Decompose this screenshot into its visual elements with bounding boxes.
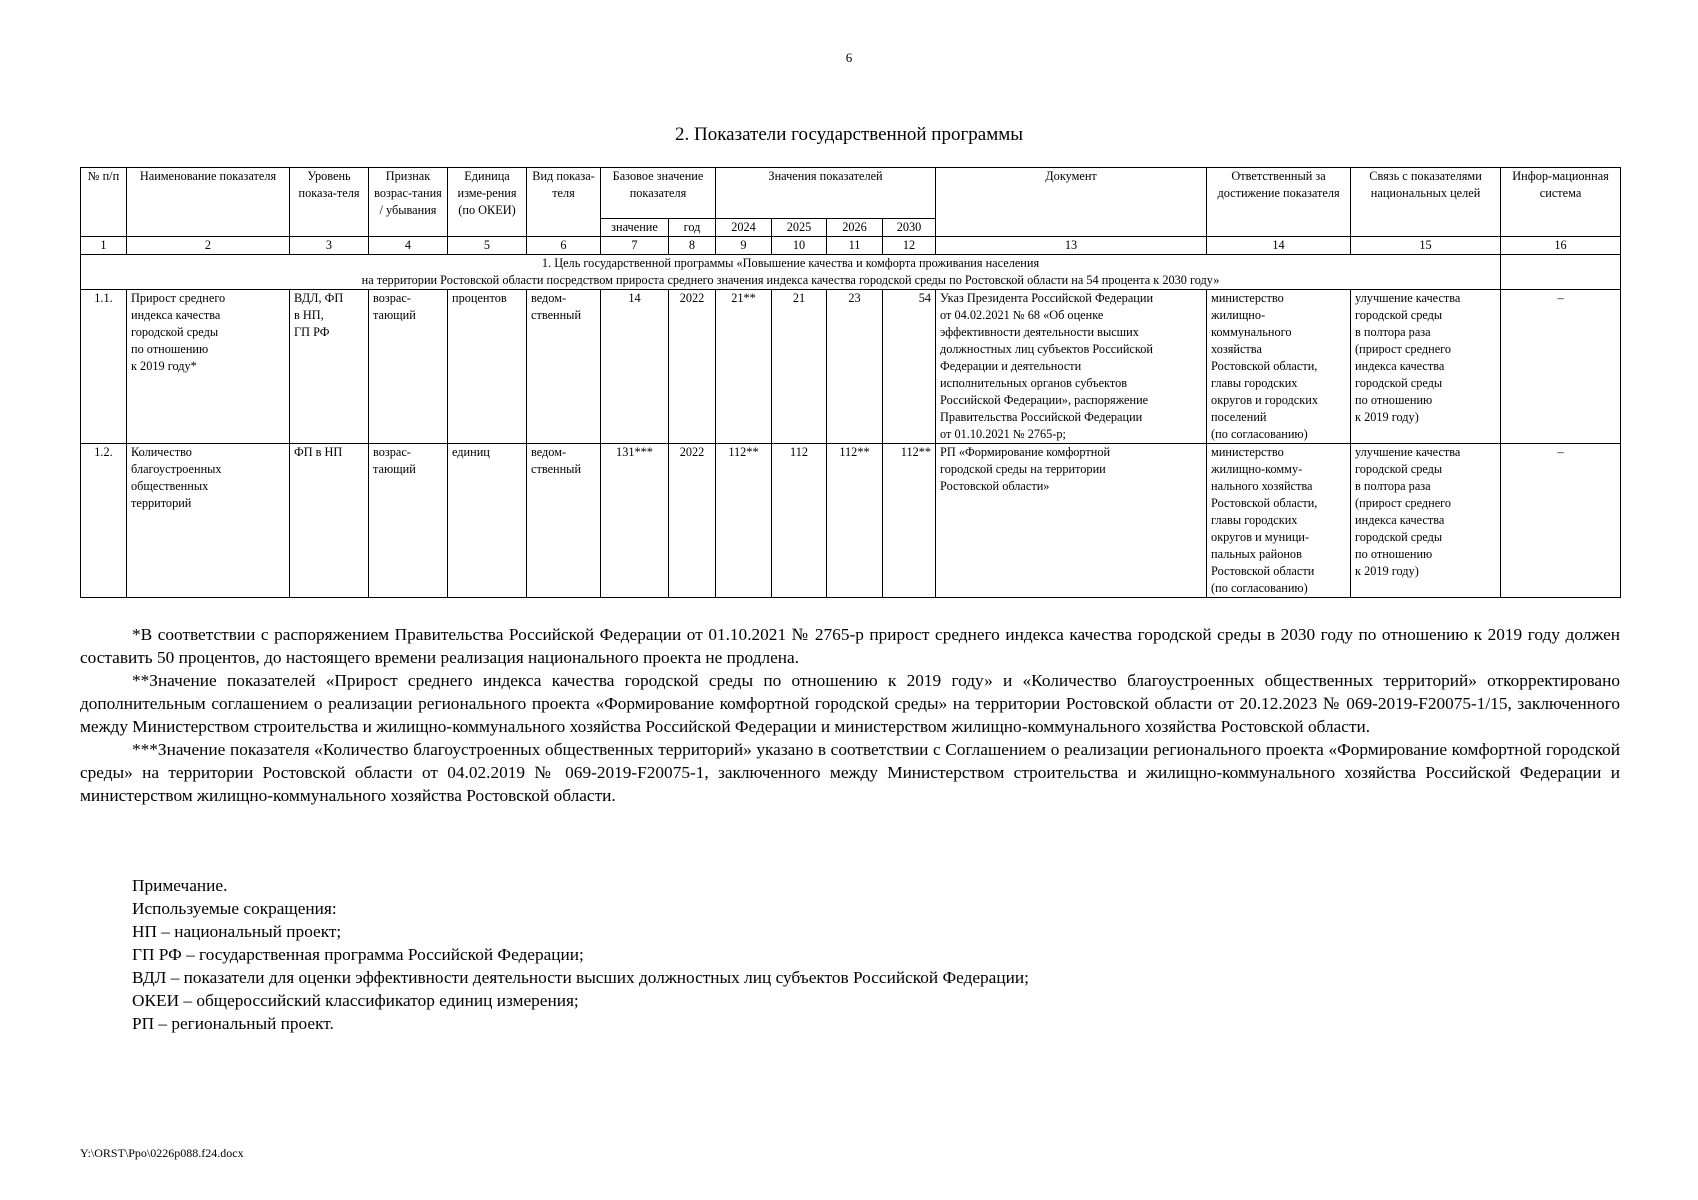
header-2024: 2024 <box>716 219 772 237</box>
goal-row <box>81 255 1621 290</box>
col-number: 8 <box>669 237 716 255</box>
row-base-value: 14 <box>601 290 669 444</box>
footnotes <box>80 623 1620 807</box>
header-2030: 2030 <box>883 219 936 237</box>
row-base-year: 2022 <box>669 444 716 598</box>
header-2025: 2025 <box>772 219 827 237</box>
col-number: 12 <box>883 237 936 255</box>
col-number: 3 <box>290 237 369 255</box>
header-link: Связь с показателями национальных целей <box>1351 168 1501 237</box>
row-base-year: 2022 <box>669 290 716 444</box>
row-sign: возрас- тающий <box>369 444 448 598</box>
column-number-row <box>81 237 1621 255</box>
row-document: РП «Формирование комфортной городской среды на территории Ростовской области» <box>936 444 1207 598</box>
row-value-2025: 112 <box>772 444 827 598</box>
abbreviation-item: ВДЛ – показатели для оценки эффективности деятельности высших должностных лиц субъектов Российской Федерации; <box>132 968 1029 987</box>
col-number: 14 <box>1207 237 1351 255</box>
row-unit: процентов <box>448 290 527 444</box>
row-value-2030: 112** <box>883 444 936 598</box>
goal-line-2: на территории Ростовской области посредством прироста среднего значения индекса качества городской среды по Ростовской области на 54 процента к 2030 году» <box>361 273 1220 287</box>
row-value-2026: 23 <box>827 290 883 444</box>
file-path-footer: Y:\ORST\Ppo\0226p088.f24.docx <box>80 1146 244 1160</box>
table-row <box>81 444 1621 598</box>
row-num: 1.1. <box>81 290 127 444</box>
col-number: 4 <box>369 237 448 255</box>
col-number: 10 <box>772 237 827 255</box>
row-value-2026: 112** <box>827 444 883 598</box>
row-value-2024: 21** <box>716 290 772 444</box>
row-value-2030: 54 <box>883 290 936 444</box>
abbreviations-block <box>132 874 1029 1035</box>
col-number: 15 <box>1351 237 1501 255</box>
row-value-2024: 112** <box>716 444 772 598</box>
header-row-1 <box>81 168 1621 219</box>
page-number: 6 <box>845 50 853 65</box>
header-base-year: год <box>669 219 716 237</box>
goal-line-1: 1. Цель государственной программы «Повышение качества и комфорта проживания населения <box>541 256 1040 270</box>
section-title: 2. Показатели государственной программы <box>674 124 1024 145</box>
col-number: 1 <box>81 237 127 255</box>
indicators-table <box>80 167 1621 598</box>
footnote-2: **Значение показателей «Прирост среднего индекса качества городской среды по отношению к 2019 году» и «Количество благоустроенных общественных территорий» откорректировано дополнительным соглашением о реализации регионального проекта «Формирование комфортной городской среды» на территории Ростовской области от 20.12.2023 № 069-2019-F20075-1/15, заключенного между Министерством строительства и жилищно-коммунального хозяйства Российской Федерации и министерством жилищно-коммунального хозяйства Ростовской области. <box>80 671 1620 736</box>
header-infosys: Инфор-мационная система <box>1501 168 1621 237</box>
header-num: № п/п <box>81 168 127 237</box>
row-responsible: министерство жилищно- коммунального хозяйства Ростовской области, главы городских округов и городских поселений (по согласованию) <box>1207 290 1351 444</box>
table-row <box>81 290 1621 444</box>
row-link: улучшение качества городской среды в полтора раза (прирост среднего индекса качества городской среды по отношению к 2019 году) <box>1351 290 1501 444</box>
header-responsible: Ответственный за достижение показателя <box>1207 168 1351 237</box>
col-number: 9 <box>716 237 772 255</box>
footnote-3: ***Значение показателя «Количество благоустроенных общественных территорий» указано в соответствии с Соглашением о реализации регионального проекта «Формирование комфортной городской среды» на территории Ростовской области от 04.02.2019 № 069-2019-F20075-1, заключенного между Министерством строительства и жилищно-коммунального хозяйства Российской Федерации и министерством жилищно-коммунального хозяйства Ростовской области. <box>80 740 1620 805</box>
abbreviations-heading: Примечание. <box>132 876 228 895</box>
col-number: 5 <box>448 237 527 255</box>
footnote-1: *В соответствии с распоряжением Правительства Российской Федерации от 01.10.2021 № 2765-р прирост среднего индекса качества городской среды в 2030 году по отношению к 2019 году должен составить 50 процентов, до настоящего времени реализация национального проекта не продлена. <box>80 625 1620 667</box>
goal-empty-cell <box>1501 255 1621 290</box>
row-level: ВДЛ, ФП в НП, ГП РФ <box>290 290 369 444</box>
col-number: 13 <box>936 237 1207 255</box>
header-values: Значения показателей <box>716 168 936 219</box>
row-name: Прирост среднего индекса качества городской среды по отношению к 2019 году* <box>127 290 290 444</box>
col-number: 6 <box>527 237 601 255</box>
col-number: 16 <box>1501 237 1621 255</box>
row-sign: возрас- тающий <box>369 290 448 444</box>
row-type: ведом- ственный <box>527 444 601 598</box>
header-unit: Единица изме-рения (по ОКЕИ) <box>448 168 527 237</box>
row-type: ведом- ственный <box>527 290 601 444</box>
row-name: Количество благоустроенных общественных территорий <box>127 444 290 598</box>
row-num: 1.2. <box>81 444 127 598</box>
row-value-2025: 21 <box>772 290 827 444</box>
abbreviation-item: ГП РФ – государственная программа Российской Федерации; <box>132 945 584 964</box>
row-infosys: – <box>1501 444 1621 598</box>
header-type: Вид показа-теля <box>527 168 601 237</box>
goal-cell <box>81 255 1501 290</box>
col-number: 7 <box>601 237 669 255</box>
col-number: 2 <box>127 237 290 255</box>
row-link: улучшение качества городской среды в полтора раза (прирост среднего индекса качества городской среды по отношению к 2019 году) <box>1351 444 1501 598</box>
header-level: Уровень показа-теля <box>290 168 369 237</box>
col-number: 11 <box>827 237 883 255</box>
abbreviation-item: НП – национальный проект; <box>132 922 342 941</box>
abbreviation-item: ОКЕИ – общероссийский классификатор единиц измерения; <box>132 991 579 1010</box>
row-document: Указ Президента Российской Федерации от 04.02.2021 № 68 «Об оценке эффективности деятельности высших должностных лиц субъектов Российской Федерации и деятельности исполнительных органов субъектов Российской Федерации», распоряжение Правительства Российской Федерации от 01.10.2021 № 2765-р; <box>936 290 1207 444</box>
row-base-value: 131*** <box>601 444 669 598</box>
row-responsible: министерство жилищно-комму- нального хозяйства Ростовской области, главы городских округов и муници- пальных районов Ростовской области (по согласованию) <box>1207 444 1351 598</box>
row-unit: единиц <box>448 444 527 598</box>
abbreviations-subheading: Используемые сокращения: <box>132 899 337 918</box>
row-level: ФП в НП <box>290 444 369 598</box>
header-2026: 2026 <box>827 219 883 237</box>
header-name: Наименование показателя <box>127 168 290 237</box>
header-base: Базовое значение показателя <box>601 168 716 219</box>
abbreviation-item: РП – региональный проект. <box>132 1014 334 1033</box>
header-base-value: значение <box>601 219 669 237</box>
header-sign: Признак возрас-тания / убывания <box>369 168 448 237</box>
row-infosys: – <box>1501 290 1621 444</box>
header-document: Документ <box>936 168 1207 237</box>
